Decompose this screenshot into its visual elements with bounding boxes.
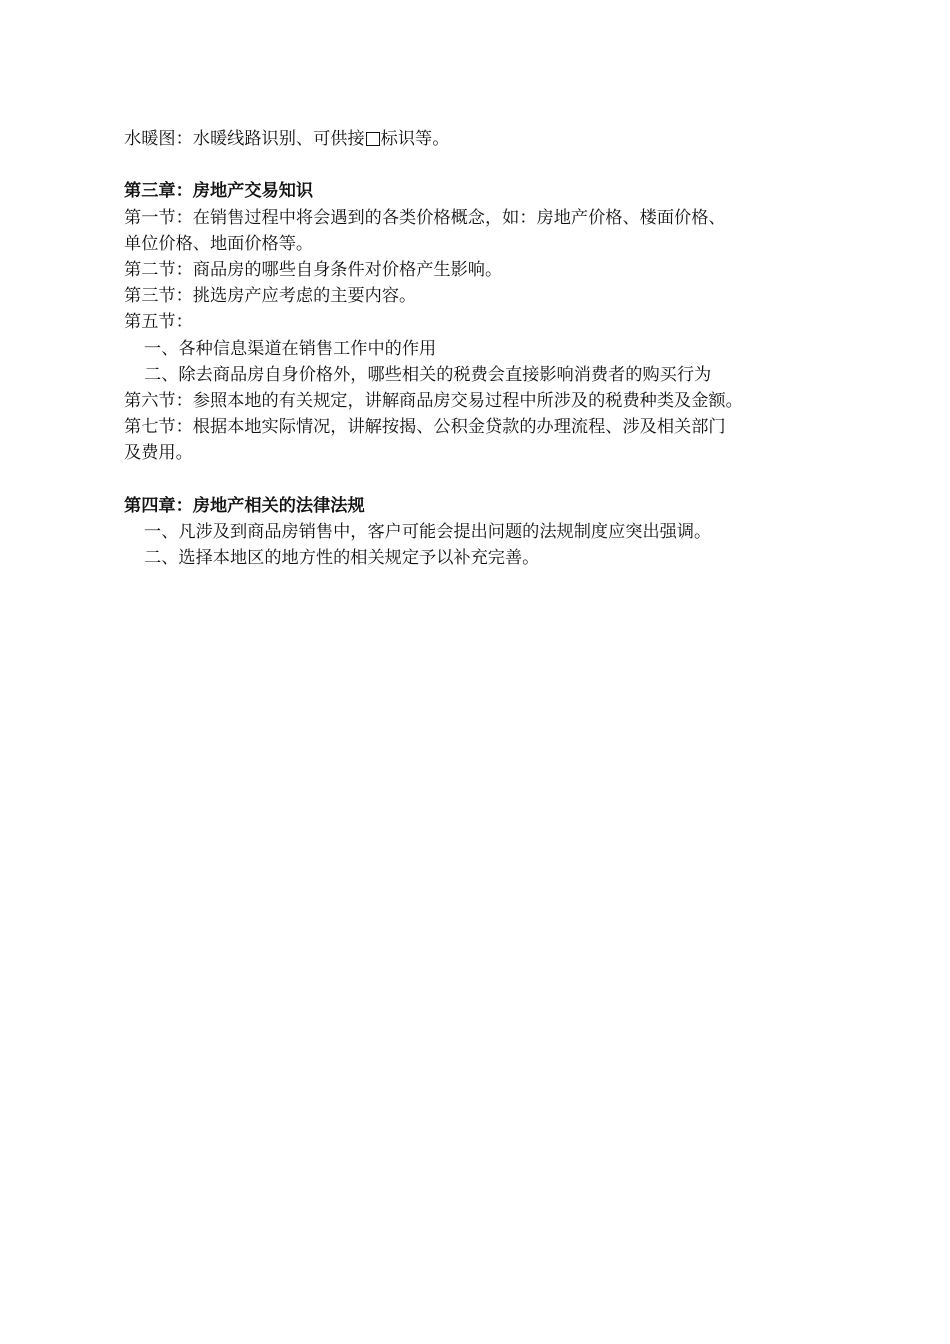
chapter4-sub-item-1: 一、凡涉及到商品房销售中，客户可能会提出问题的法规制度应突出强调。 bbox=[144, 522, 712, 543]
chapter3-item-5: 第五节： bbox=[124, 312, 193, 333]
intro-text-before: 水暖图：水暖线路识别、可供接 bbox=[124, 129, 365, 149]
intro-text-after: 标识等。 bbox=[380, 129, 450, 149]
chapter3-item-1: 第一节：在销售过程中将会遇到的各类价格概念，如：房地产价格、楼面价格、 bbox=[124, 207, 726, 228]
chapter3-sub-item-2: 二、除去商品房自身价格外，哪些相关的税费会直接影响消费者的购买行为 bbox=[144, 364, 712, 385]
chapter4-title: 第四章：房地产相关的法律法规 bbox=[124, 495, 365, 516]
chapter3-item-6: 第六节：参照本地的有关规定，讲解商品房交易过程中所涉及的税费种类及金额。 bbox=[124, 391, 743, 412]
missing-glyph-box-icon bbox=[366, 132, 380, 146]
spacer bbox=[124, 467, 824, 493]
chapter3-item-3: 第三节：挑选房产应考虑的主要内容。 bbox=[124, 286, 417, 307]
chapter3-sub-item-1: 一、各种信息渠道在销售工作中的作用 bbox=[144, 338, 437, 359]
intro-line bbox=[124, 126, 824, 152]
chapter4-sub-item-2: 二、选择本地区的地方性的相关规定予以补充完善。 bbox=[144, 548, 540, 569]
chapter3-item-2: 第二节：商品房的哪些自身条件对价格产生影响。 bbox=[124, 260, 503, 280]
document-page bbox=[124, 126, 824, 571]
chapter3-item-7: 第七节：根据本地实际情况，讲解按揭、公积金贷款的办理流程、涉及相关部门 bbox=[124, 417, 726, 438]
chapter3-title: 第三章：房地产交易知识 bbox=[124, 181, 314, 202]
chapter3-item-7-cont: 及费用。 bbox=[124, 443, 193, 464]
chapter3-item-1-cont: 单位价格、地面价格等。 bbox=[124, 233, 314, 254]
spacer bbox=[124, 152, 824, 178]
